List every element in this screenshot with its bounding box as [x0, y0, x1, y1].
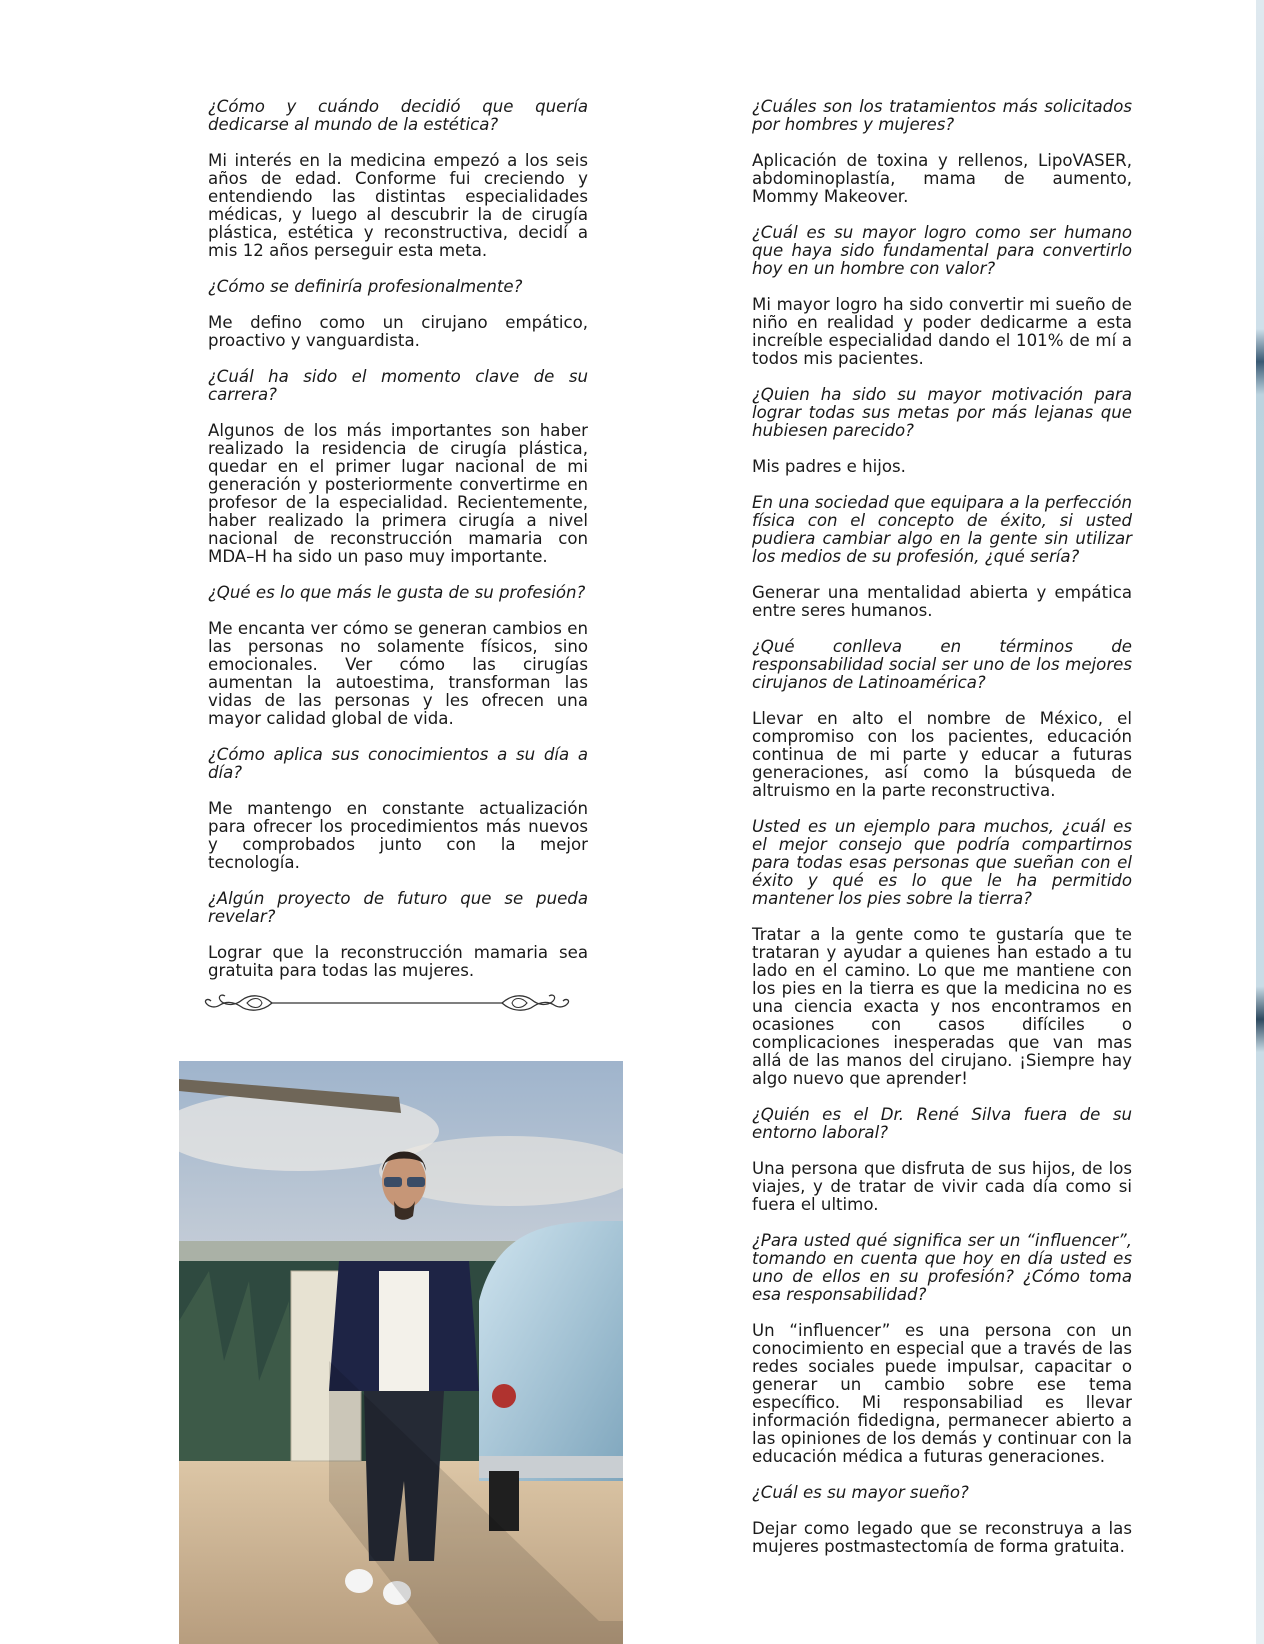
question: Usted es un ejemplo para muchos, ¿cuál es el mejor consejo que podría compartirnos para todas esas personas que sueñan con el éxito y qué es lo que le ha permitido mantener los pies sobre la tierra? [752, 817, 1132, 908]
question: ¿Para usted qué significa ser un “influencer”, tomando en cuenta que hoy en día usted es uno de ellos en su profesión? ¿Cómo toma esa responsabilidad? [752, 1231, 1132, 1304]
page-edge-strip [1256, 0, 1264, 1644]
right-column [752, 98, 1132, 1574]
answer: Me defino como un cirujano empático, proactivo y vanguardista. [208, 313, 588, 350]
question: ¿Algún proyecto de futuro que se pueda revelar? [208, 889, 588, 926]
question: ¿Cómo aplica sus conocimientos a su día a día? [208, 745, 588, 782]
answer: Aplicación de toxina y rellenos, LipoVASER, abdominoplastía, mama de aumento, Mommy Makeover. [752, 151, 1132, 206]
answer: Tratar a la gente como te gustaría que te trataran y ayudar a quienes han estado a tu lado en el camino. Lo que me mantiene con los pies en la tierra es que la medicina no es una ciencia exacta y nos encontramos en ocasiones con casos difíciles o complicaciones inesperadas que van mas allá de las manos del cirujano. ¡Siempre hay algo nuevo que aprender! [752, 925, 1132, 1088]
answer: Generar una mentalidad abierta y empática entre seres humanos. [752, 583, 1132, 620]
answer: Dejar como legado que se reconstruya a las mujeres postmastectomía de forma gratuita. [752, 1519, 1132, 1556]
answer: Algunos de los más importantes son haber realizado la residencia de cirugía plástica, quedar en el primer lugar nacional de mi generación y posteriormente convertirme en profesor de la especialidad. Recientemente, haber realizado la primera cirugía a nivel nacional de reconstrucción mamaria con MDA–H ha sido un paso muy importante. [208, 421, 588, 566]
question: En una sociedad que equipara a la perfección física con el concepto de éxito, si usted pudiera cambiar algo en la gente sin utilizar los medios de su profesión, ¿qué sería? [752, 493, 1133, 566]
answer: Mis padres e hijos. [752, 457, 906, 476]
portrait-photo [179, 1061, 623, 1644]
answer: Me encanta ver cómo se generan cambios en las personas no solamente físicos, sino emocionales. Ver cómo las cirugías aumentan la autoestima, transforman las vidas de las personas y les ofrecen una mayor calidad global de vida. [208, 619, 588, 728]
question: ¿Quién es el Dr. René Silva fuera de su entorno laboral? [752, 1105, 1132, 1142]
answer: Lograr que la reconstrucción mamaria sea gratuita para todas las mujeres. [208, 943, 588, 980]
question: ¿Cuál es su mayor sueño? [752, 1483, 969, 1502]
question: ¿Cuál ha sido el momento clave de su carrera? [208, 367, 588, 404]
question: ¿Cuáles son los tratamientos más solicitados por hombres y mujeres? [752, 97, 1132, 134]
ornamental-divider [202, 988, 586, 1018]
answer: Una persona que disfruta de sus hijos, de los viajes, y de tratar de vivir cada día como si fuera el ultimo. [752, 1159, 1132, 1214]
question: ¿Cuál es su mayor logro como ser humano que haya sido fundamental para convertirlo hoy en un hombre con valor? [752, 223, 1132, 278]
question: ¿Qué es lo que más le gusta de su profesión? [208, 583, 586, 602]
answer: Un “influencer” es una persona con un conocimiento en especial que a través de las redes sociales puede impulsar, capacitar o generar un cambio sobre ese tema específico. Mi responsabiliad es llevar información fidedigna, permanecer abierto a las opiniones de los demás y continuar con la educación médica a futuras generaciones. [752, 1321, 1132, 1466]
answer: Me mantengo en constante actualización para ofrecer los procedimientos más nuevos y comprobados junto con la mejor tecnología. [208, 799, 588, 872]
question: ¿Qué conlleva en términos de responsabilidad social ser uno de los mejores cirujanos de Latinoamérica? [752, 637, 1132, 692]
question: ¿Quien ha sido su mayor motivación para lograr todas sus metas por más lejanas que hubiesen parecido? [752, 385, 1132, 440]
question: ¿Cómo y cuándo decidió que quería dedicarse al mundo de la estética? [208, 97, 588, 134]
left-column [208, 98, 588, 998]
question: ¿Cómo se definiría profesionalmente? [208, 277, 523, 296]
answer: Mi mayor logro ha sido convertir mi sueño de niño en realidad y poder dedicarme a esta increíble especialidad dando el 101% de mí a todos mis pacientes. [752, 295, 1132, 368]
answer: Mi interés en la medicina empezó a los seis años de edad. Conforme fui creciendo y entendiendo las distintas especialidades médicas, y luego al descubrir la de cirugía plástica, estética y reconstructiva, decidí a mis 12 años perseguir esta meta. [208, 151, 588, 260]
answer: Llevar en alto el nombre de México, el compromiso con los pacientes, educación continua de mi parte y educar a futuras generaciones, así como la búsqueda de altruismo en la parte reconstructiva. [752, 709, 1132, 800]
